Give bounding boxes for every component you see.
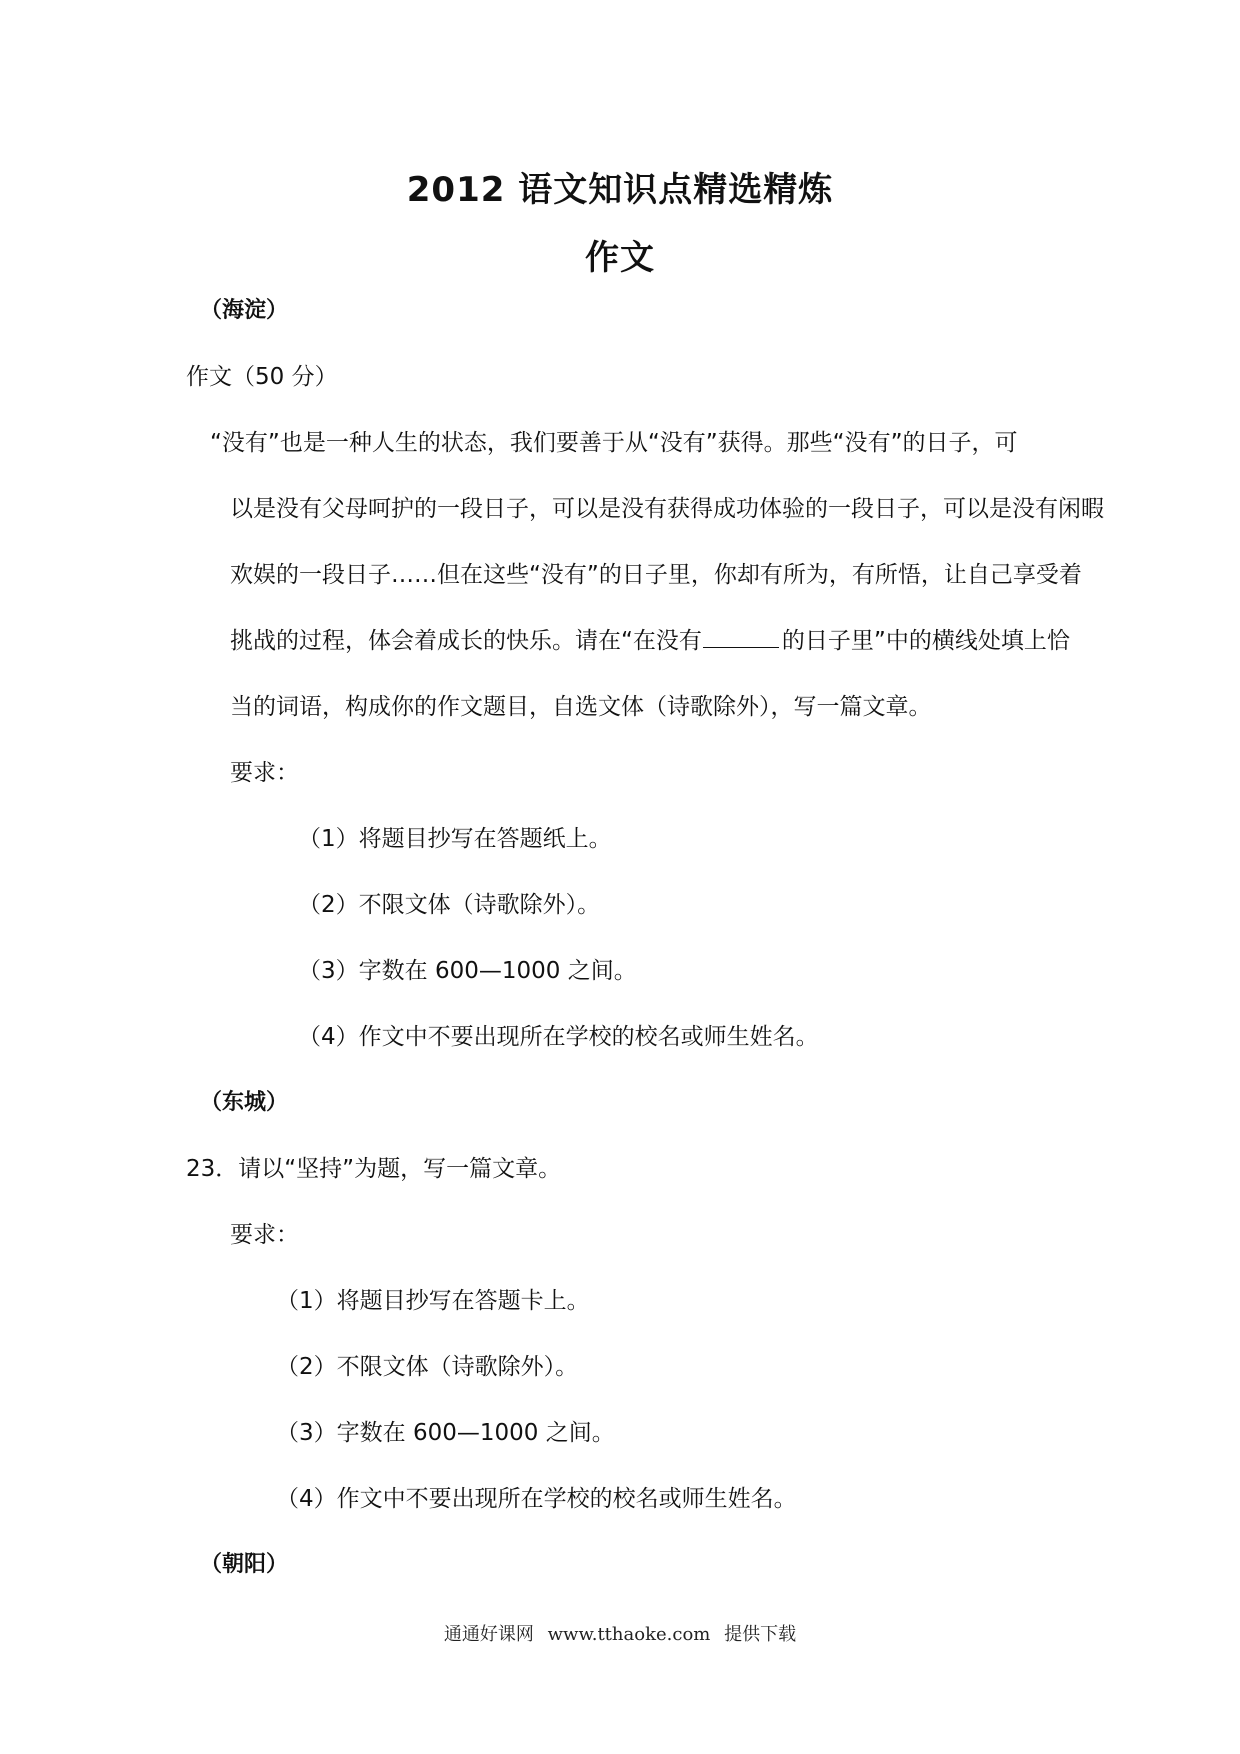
prompt-line-4-start: 挑战的过程，体会着成长的快乐。请在“在没有 — [230, 628, 702, 654]
requirement-dongcheng-4: （4）作文中不要出现所在学校的校名或师生姓名。 — [276, 1486, 797, 1512]
prompt-line-1: “没有”也是一种人生的状态，我们要善于从“没有”获得。那些“没有”的日子，可 — [210, 430, 1018, 456]
footer-site-name: 通通好课网 — [443, 1624, 534, 1645]
document-subtitle: 作文 — [585, 238, 655, 278]
region-label-chaoyang: （朝阳） — [200, 1552, 289, 1577]
requirements-label-haidian: 要求： — [230, 760, 299, 786]
requirement-haidian-1: （1）将题目抄写在答题纸上。 — [298, 826, 612, 852]
requirements-label-dongcheng: 要求： — [230, 1222, 299, 1248]
page-footer — [0, 1620, 1240, 1646]
question-label-dongcheng: 23．请以“坚持”为题，写一篇文章。 — [186, 1156, 562, 1182]
requirement-dongcheng-3: （3）字数在 600—1000 之间。 — [276, 1420, 615, 1446]
requirement-haidian-2: （2）不限文体（诗歌除外）。 — [298, 892, 601, 918]
footer-url: www.tthaoke.com — [547, 1624, 711, 1645]
fill-in-blank — [703, 627, 779, 648]
region-label-haidian: （海淀） — [200, 298, 289, 323]
question-label-haidian: 作文（50 分） — [186, 364, 338, 390]
prompt-line-3: 欢娱的一段日子……但在这些“没有”的日子里，你却有所为，有所悟，让自己享受着 — [230, 562, 1082, 588]
footer-action: 提供下载 — [724, 1624, 797, 1645]
prompt-line-4 — [230, 626, 1070, 656]
document-title: 2012 语文知识点精选精炼 — [406, 170, 834, 210]
prompt-line-4-end: 的日子里”中的横线处填上恰 — [781, 628, 1070, 654]
prompt-line-2: 以是没有父母呵护的一段日子，可以是没有获得成功体验的一段日子，可以是没有闲暇 — [230, 496, 1104, 522]
region-label-dongcheng: （东城） — [200, 1090, 289, 1115]
requirement-haidian-4: （4）作文中不要出现所在学校的校名或师生姓名。 — [298, 1024, 819, 1050]
prompt-line-5: 当的词语，构成你的作文题目，自选文体（诗歌除外），写一篇文章。 — [230, 694, 932, 720]
requirement-dongcheng-1: （1）将题目抄写在答题卡上。 — [276, 1288, 590, 1314]
requirement-haidian-3: （3）字数在 600—1000 之间。 — [298, 958, 637, 984]
requirement-dongcheng-2: （2）不限文体（诗歌除外）。 — [276, 1354, 579, 1380]
